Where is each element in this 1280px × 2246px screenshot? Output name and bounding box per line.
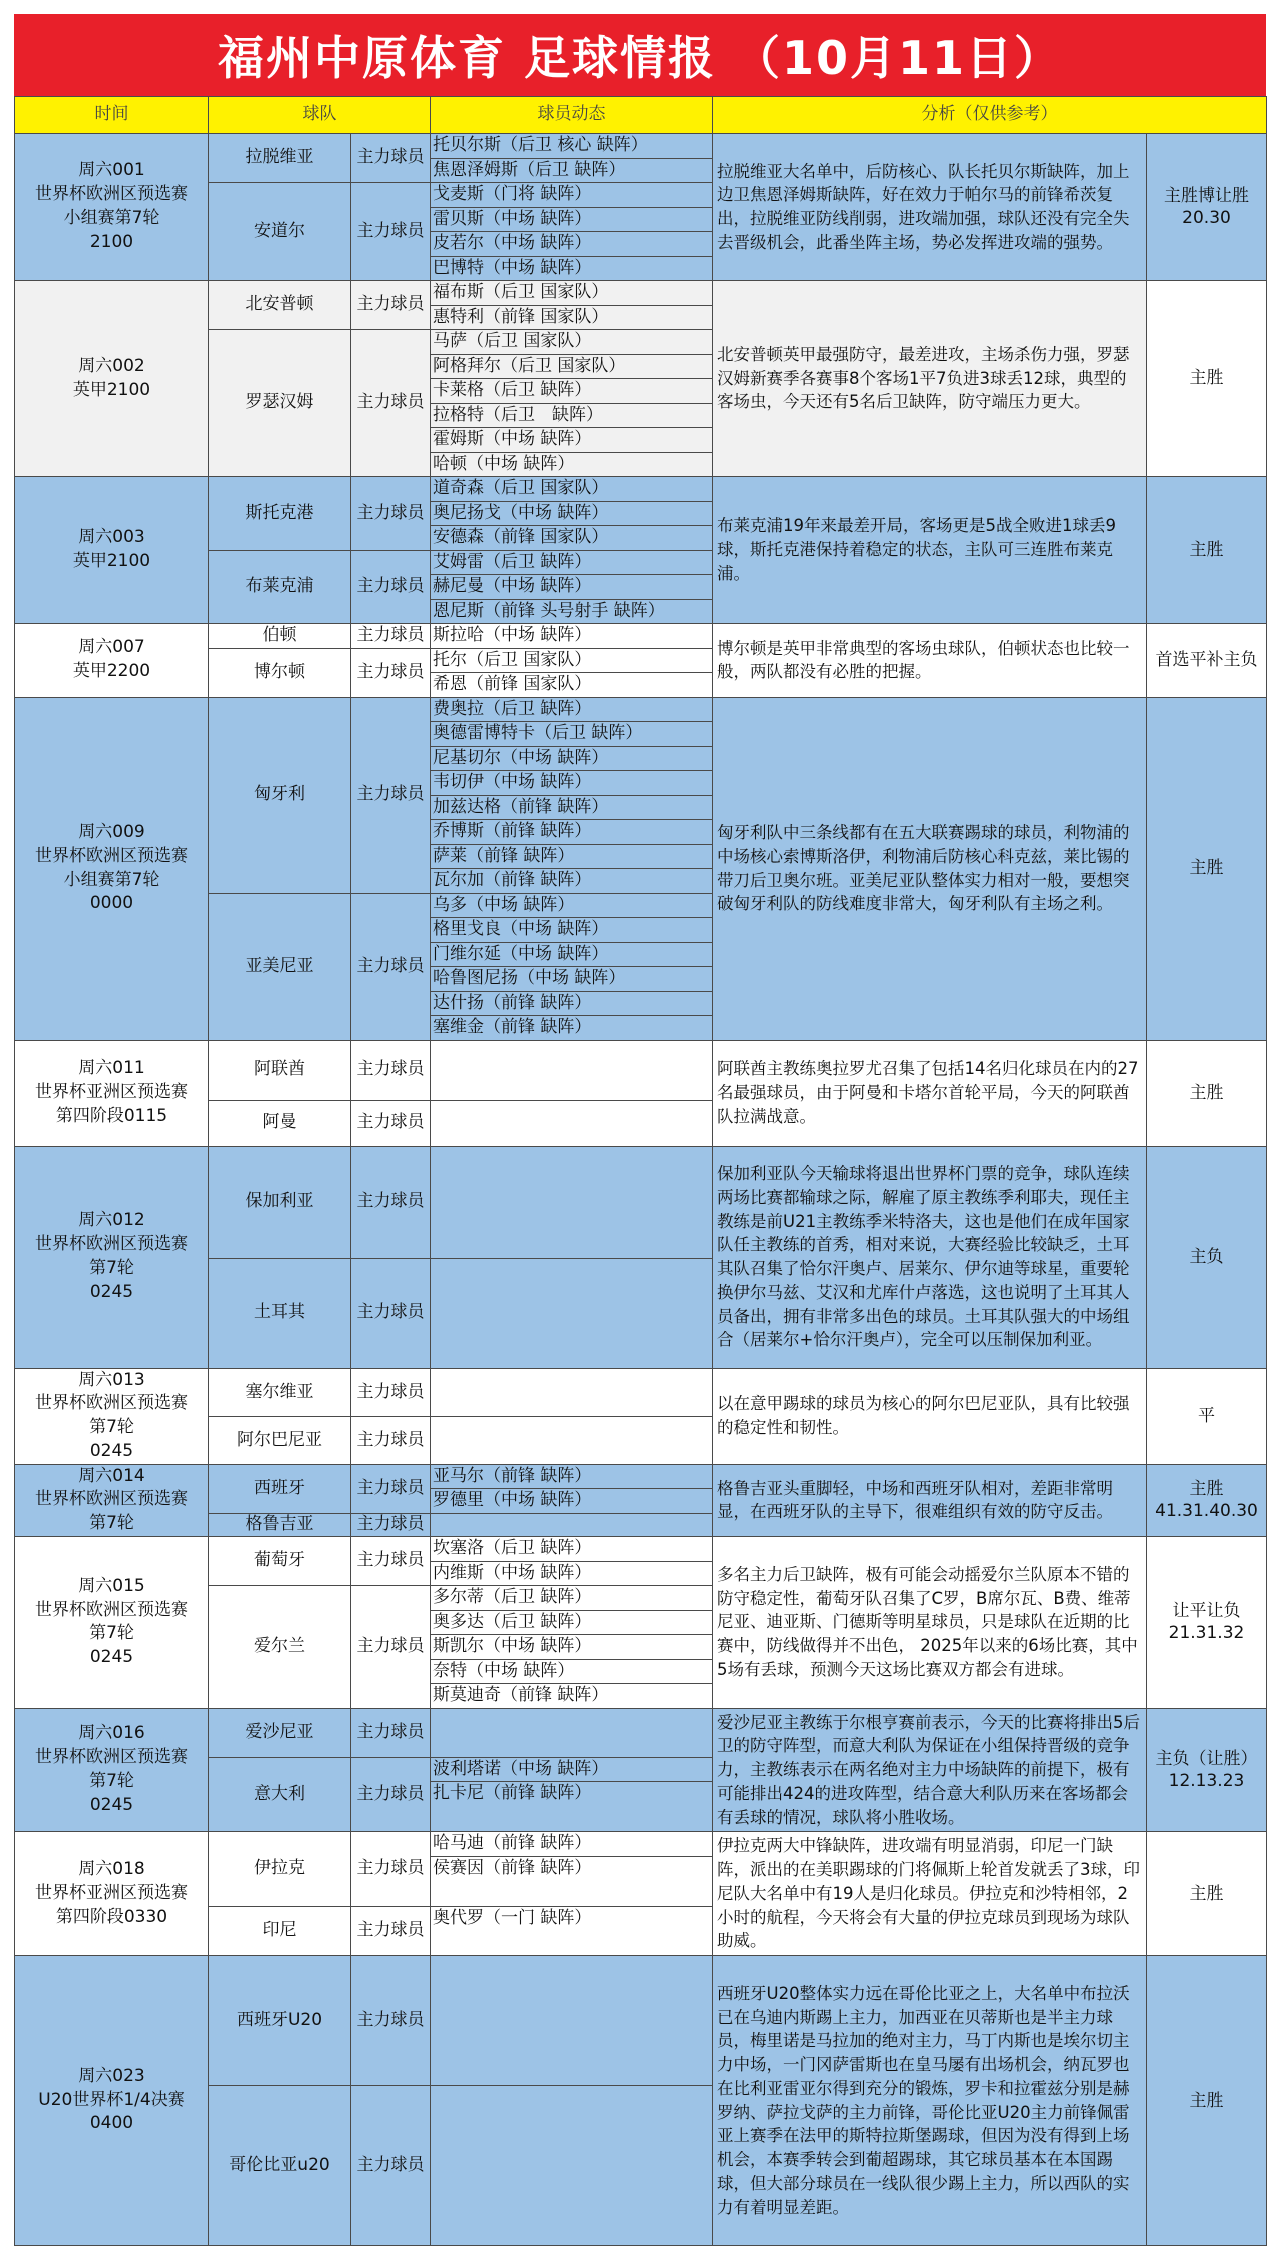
player-item: 加兹达格（前锋 缺阵） (431, 796, 712, 821)
match-analysis: 博尔顿是英甲非常典型的客场虫球队，伯顿状态也比较一般，两队都没有必胜的把握。 (713, 624, 1147, 698)
match-time-line: 世界杯欧洲区预选赛 (35, 1747, 188, 1768)
player-list (431, 1100, 713, 1146)
player-item: 阿格拜尔（后卫 国家队） (431, 355, 712, 380)
player-item: 乌多（中场 缺阵） (431, 894, 712, 919)
player-item: 奥代罗（一门 缺阵） (433, 1907, 592, 1928)
player-item: 扎卡尼（前锋 缺阵） (433, 1783, 592, 1804)
match-time (15, 477, 209, 624)
team-name: 印尼 (209, 1906, 351, 1956)
match-time-line: 小组赛第7轮 (63, 869, 160, 890)
match-time-line: 世界杯亚洲区预选赛 (35, 1882, 188, 1903)
player-item: 奈特（中场 缺阵） (431, 1660, 712, 1685)
prediction-line: 主胜博让胜 (1164, 185, 1249, 206)
match-time-line: 英甲2200 (72, 661, 151, 682)
player-item: 托尔（后卫 国家队） (431, 649, 712, 674)
match-time-line: 小组赛第7轮 (63, 208, 160, 228)
player-list (431, 1146, 713, 1258)
team-name: 西班牙U20 (209, 1956, 351, 2086)
table-row (15, 1832, 1267, 1906)
prediction-line: 平 (1198, 1406, 1215, 1427)
prediction-line: 首选平补主负 (1155, 650, 1258, 671)
player-item: 奥尼扬戈（中场 缺阵） (431, 502, 712, 527)
player-item: 巴博特（中场 缺阵） (433, 257, 592, 278)
table-row (15, 697, 1267, 893)
player-list (431, 1708, 713, 1757)
match-time-line: 第7轮 (89, 1513, 134, 1534)
player-item: 斯凯尔（中场 缺阵） (431, 1635, 712, 1660)
player-item: 坎塞洛（后卫 缺阵） (431, 1537, 712, 1562)
player-item: 达什扬（前锋 缺阵） (431, 992, 712, 1017)
player-list (431, 1586, 713, 1709)
match-time-line: 0245 (89, 1281, 134, 1302)
team-role: 主力球员 (351, 1464, 431, 1513)
prediction-line: 21.31.32 (1168, 1623, 1245, 1644)
player-item: 门维尔延（中场 缺阵） (431, 943, 712, 968)
player-list (431, 1464, 713, 1513)
team-role: 主力球员 (351, 1368, 431, 1417)
player-list (431, 1417, 713, 1465)
team-role: 主力球员 (351, 1906, 431, 1956)
match-prediction (1147, 1368, 1267, 1464)
table-row (15, 1464, 1267, 1513)
match-prediction (1147, 1537, 1267, 1709)
team-name: 爱沙尼亚 (209, 1708, 351, 1757)
match-time (15, 1040, 209, 1146)
player-item: 多尔蒂（后卫 缺阵） (431, 1586, 712, 1611)
table-row (15, 1956, 1267, 2086)
team-role: 主力球员 (351, 1956, 431, 2086)
table-row (15, 1040, 1267, 1100)
team-name: 拉脱维亚 (209, 134, 351, 183)
match-prediction (1147, 477, 1267, 624)
match-time-line: 英甲2100 (72, 551, 151, 571)
player-list (431, 183, 713, 281)
match-time (15, 1708, 209, 1832)
team-name: 葡萄牙 (209, 1537, 351, 1586)
match-time-line: 世界杯欧洲区预选赛 (35, 1234, 188, 1255)
match-time (15, 1537, 209, 1709)
player-item: 托贝尔斯（后卫 核心 缺阵） (431, 134, 712, 159)
match-time-line: 第四阶段0115 (55, 1105, 168, 1126)
table-row (15, 477, 1267, 551)
player-item: 格里戈良（中场 缺阵） (431, 918, 712, 943)
team-name: 匈牙利 (209, 697, 351, 893)
player-item: 斯拉哈（中场 缺阵） (433, 625, 592, 645)
match-analysis: 匈牙利队中三条线都有在五大联赛踢球的球员，利物浦的中场核心索博斯洛伊，利物浦后防核心科克兹，莱比锡的带刀后卫奥尔班。亚美尼亚队整体实力相对一般，要想突破匈牙利队的防线难度非常大，匈牙利队有主场之利。 (713, 697, 1147, 1040)
player-list (431, 1906, 713, 1956)
player-item: 哈鲁图尼扬（中场 缺阵） (431, 967, 712, 992)
player-item: 艾姆雷（后卫 缺阵） (431, 551, 712, 576)
match-time-line: 周六009 (78, 821, 145, 842)
player-item: 罗德里（中场 缺阵） (433, 1490, 592, 1511)
player-item: 斯莫迪奇（前锋 缺阵） (433, 1685, 609, 1706)
team-role: 主力球员 (351, 550, 431, 624)
team-role: 主力球员 (351, 697, 431, 893)
table-row (15, 134, 1267, 183)
match-time-line: 0000 (89, 893, 134, 914)
match-time-line: 世界杯欧洲区预选赛 (35, 1599, 188, 1620)
player-item: 奥多达（后卫 缺阵） (431, 1611, 712, 1636)
match-time (15, 134, 209, 281)
player-item: 赫尼曼（中场 缺阵） (431, 575, 712, 600)
prediction-line: 12.13.23 (1168, 1770, 1245, 1791)
match-analysis: 格鲁吉亚头重脚轻，中场和西班牙队相对，差距非常明显，在西班牙队的主导下，很难组织有效的防守反击。 (713, 1464, 1147, 1536)
match-time-line: 第7轮 (89, 1417, 134, 1438)
match-time-line: 周六016 (78, 1723, 145, 1744)
player-list (431, 1956, 713, 2086)
match-time-line: 周六012 (78, 1210, 145, 1231)
player-item: 道奇森（后卫 国家队） (431, 477, 712, 502)
header-time: 时间 (15, 97, 209, 134)
match-analysis: 多名主力后卫缺阵，极有可能会动摇爱尔兰队原本不错的防守稳定性，葡萄牙队召集了C罗，B席尔瓦、B费、维蒂尼亚、迪亚斯、门德斯等明星球员，只是球队在近期的比赛中，防线做得并不出色， 2025年以来的6场比赛，其中5场有丢球，预测今天这场比赛双方都会有进球。 (713, 1537, 1147, 1709)
team-role: 主力球员 (351, 2086, 431, 2246)
player-item: 塞维金（前锋 缺阵） (433, 1017, 592, 1037)
team-role: 主力球员 (351, 1708, 431, 1757)
player-item: 马萨（后卫 国家队） (431, 330, 712, 355)
player-item: 瓦尔加（前锋 缺阵） (433, 870, 592, 890)
match-time-line: 周六002 (78, 355, 145, 376)
team-role: 主力球员 (351, 1040, 431, 1100)
match-prediction (1147, 697, 1267, 1040)
prediction-line: 主胜 (1189, 1883, 1224, 1904)
prediction-line: 主负（让胜） (1155, 1748, 1258, 1769)
match-time-line: 周六015 (78, 1575, 145, 1596)
match-time-line: 第7轮 (89, 1623, 134, 1644)
match-time-line: 周六013 (78, 1369, 145, 1390)
match-analysis: 阿联酋主教练奥拉罗尤召集了包括14名归化球员在内的27名最强球员，由于阿曼和卡塔尔首轮平局，今天的阿联酋队拉满战意。 (713, 1040, 1147, 1146)
team-role: 主力球员 (351, 1513, 431, 1536)
table-row (15, 1146, 1267, 1258)
player-list (431, 1368, 713, 1417)
team-name: 保加利亚 (209, 1146, 351, 1258)
header-players: 球员动态 (431, 97, 713, 134)
match-time-line: 周六014 (78, 1465, 145, 1486)
team-name: 阿曼 (209, 1100, 351, 1146)
match-time-line: U20世界杯1/4决赛 (38, 2089, 185, 2110)
match-analysis: 西班牙U20整体实力远在哥伦比亚之上，大名单中布拉沃已在乌迪内斯踢上主力，加西亚在贝蒂斯也是半主力球员，梅里诺是马拉加的绝对主力，马丁内斯也是埃尔切主力中场，一门冈萨雷斯也在皇马屡有出场机会，纳瓦罗也在比利亚雷亚尔得到充分的锻炼，罗卡和拉霍兹分别是赫罗纳、萨拉戈萨的主力前锋，哥伦比亚U20主力前锋佩雷亚上赛季在法甲的斯特拉斯堡踢球，但因为没有得到上场机会，本赛季转会到葡超踢球，其它球员基本在本国踢球，但大部分球员在一线队很少踢上主力，所以西队的实力有着明显差距。 (713, 1956, 1147, 2246)
prediction-line: 主胜 (1189, 858, 1224, 879)
player-item: 侯赛因（前锋 缺阵） (433, 1857, 592, 1878)
prediction-line: 主胜 (1189, 1479, 1224, 1500)
team-role: 主力球员 (351, 1757, 431, 1832)
player-item: 福布斯（后卫 国家队） (431, 281, 712, 306)
match-time (15, 1368, 209, 1464)
player-list (431, 1513, 713, 1536)
player-list (431, 550, 713, 624)
prediction-line: 主胜 (1189, 539, 1224, 560)
match-time (15, 1956, 209, 2246)
info-table (14, 96, 1267, 2246)
match-prediction (1147, 1708, 1267, 1832)
player-list (431, 1832, 713, 1906)
team-name: 阿尔巴尼亚 (209, 1417, 351, 1465)
team-name: 布莱克浦 (209, 550, 351, 624)
match-time-line: 第四阶段0330 (55, 1906, 168, 1927)
match-time (15, 1832, 209, 1956)
team-role: 主力球员 (351, 281, 431, 330)
team-name: 伊拉克 (209, 1832, 351, 1906)
table-row (15, 1537, 1267, 1586)
player-item: 费奥拉（后卫 缺阵） (431, 698, 712, 723)
team-role: 主力球员 (351, 893, 431, 1040)
team-role: 主力球员 (351, 1417, 431, 1465)
table-row (15, 1708, 1267, 1757)
team-name: 亚美尼亚 (209, 893, 351, 1040)
team-name: 土耳其 (209, 1258, 351, 1368)
prediction-line: 主胜 (1189, 368, 1224, 389)
team-name: 意大利 (209, 1757, 351, 1832)
match-time-line: 英甲2100 (72, 379, 151, 400)
match-time-line: 世界杯欧洲区预选赛 (35, 845, 188, 866)
prediction-line: 主胜 (1189, 2090, 1224, 2111)
match-time-line: 世界杯欧洲区预选赛 (35, 1489, 188, 1510)
match-analysis: 北安普顿英甲最强防守，最差进攻，主场杀伤力强，罗瑟汉姆新赛季各赛事8个客场1平7负进3球丢12球，典型的客场虫，今天还有5名后卫缺阵，防守端压力更大。 (713, 281, 1147, 477)
match-prediction (1147, 281, 1267, 477)
player-item: 奥德雷博特卡（后卫 缺阵） (431, 722, 712, 747)
match-time (15, 1464, 209, 1536)
player-item: 内维斯（中场 缺阵） (433, 1562, 592, 1583)
player-item: 拉格特（后卫 缺阵） (431, 404, 712, 429)
player-list (431, 330, 713, 477)
team-name: 阿联酋 (209, 1040, 351, 1100)
match-time-line: 周六007 (78, 637, 145, 658)
player-list (431, 2086, 713, 2246)
match-prediction (1147, 1146, 1267, 1368)
player-list (431, 1040, 713, 1100)
header-analysis: 分析（仅供参考） (713, 97, 1267, 134)
team-role: 主力球员 (351, 1146, 431, 1258)
player-item: 雷贝斯（中场 缺阵） (431, 208, 712, 233)
player-item: 希恩（前锋 国家队） (433, 674, 592, 694)
match-time-line: 周六018 (78, 1859, 145, 1879)
header-team: 球队 (209, 97, 431, 134)
player-list (431, 477, 713, 551)
player-list (431, 697, 713, 893)
match-analysis: 布莱克浦19年来最差开局，客场更是5战全败进1球丢9球，斯托克港保持着稳定的状态，主队可三连胜布莱克浦。 (713, 477, 1147, 624)
player-item: 恩尼斯（前锋 头号射手 缺阵） (433, 600, 665, 621)
player-item: 焦恩泽姆斯（后卫 缺阵） (433, 159, 626, 180)
prediction-line: 20.30 (1182, 208, 1231, 228)
team-role: 主力球员 (351, 183, 431, 281)
match-prediction (1147, 1040, 1267, 1146)
team-name: 安道尔 (209, 183, 351, 281)
team-name: 塞尔维亚 (209, 1368, 351, 1417)
player-item: 霍姆斯（中场 缺阵） (431, 428, 712, 453)
match-time-line: 周六001 (78, 160, 145, 181)
team-name: 斯托克港 (209, 477, 351, 551)
match-time-line: 世界杯欧洲区预选赛 (35, 184, 188, 205)
player-item: 惠特利（前锋 国家队） (433, 306, 609, 327)
player-list (431, 281, 713, 330)
match-time (15, 1146, 209, 1368)
player-item: 亚马尔（前锋 缺阵） (431, 1465, 712, 1490)
player-item: 尼基切尔（中场 缺阵） (431, 747, 712, 772)
match-time (15, 624, 209, 698)
match-time-line: 2100 (89, 231, 134, 252)
match-time-line: 周六023 (78, 2065, 145, 2086)
team-role: 主力球员 (351, 1832, 431, 1906)
player-item: 萨莱（前锋 缺阵） (431, 845, 712, 870)
team-name: 西班牙 (209, 1464, 351, 1513)
prediction-line: 41.31.40.30 (1155, 1501, 1258, 1522)
match-time-line: 0245 (89, 1794, 134, 1815)
team-name: 伯顿 (209, 624, 351, 649)
team-name: 北安普顿 (209, 281, 351, 330)
team-role: 主力球员 (351, 1100, 431, 1146)
player-list (431, 624, 713, 649)
team-name: 爱尔兰 (209, 1586, 351, 1709)
player-item: 哈顿（中场 缺阵） (433, 453, 575, 474)
prediction-line: 主胜 (1189, 1082, 1224, 1103)
match-prediction (1147, 624, 1267, 698)
match-time-line: 周六003 (78, 527, 145, 548)
team-role: 主力球员 (351, 477, 431, 551)
match-analysis: 以在意甲踢球的球员为核心的阿尔巴尼亚队，具有比较强的稳定性和韧性。 (713, 1368, 1147, 1464)
player-item: 皮若尔（中场 缺阵） (431, 232, 712, 257)
player-item: 乔博斯（前锋 缺阵） (431, 820, 712, 845)
player-item: 戈麦斯（门将 缺阵） (431, 183, 712, 208)
player-item: 韦切伊（中场 缺阵） (431, 771, 712, 796)
player-item: 波利塔诺（中场 缺阵） (431, 1758, 712, 1783)
player-list (431, 1537, 713, 1586)
match-time-line: 0400 (89, 2113, 134, 2134)
team-role: 主力球员 (351, 134, 431, 183)
team-name: 博尔顿 (209, 648, 351, 697)
match-prediction (1147, 1832, 1267, 1956)
match-analysis: 保加利亚队今天输球将退出世界杯门票的竞争，球队连续两场比赛都输球之际，解雇了原主教练季利耶夫，现任主教练是前U21主教练季米特洛夫，这也是他们在成年国家队任主教练的首秀，相对来说，大赛经验比较缺乏，土耳其队召集了恰尔汗奥卢、居莱尔、伊尔迪等球星，重要轮换伊尔马兹、艾汉和尤库什卢落选，这也说明了土耳其人员备出，拥有非常多出色的球员。土耳其队强大的中场组合（居莱尔+恰尔汗奥卢），完全可以压制保加利亚。 (713, 1146, 1147, 1368)
match-time-line: 周六011 (78, 1058, 145, 1079)
prediction-line: 主负 (1189, 1246, 1224, 1267)
table-row (15, 624, 1267, 649)
player-list (431, 1757, 713, 1832)
player-list (431, 893, 713, 1040)
player-item: 卡莱格（后卫 缺阵） (431, 379, 712, 404)
team-role: 主力球员 (351, 648, 431, 697)
team-name: 罗瑟汉姆 (209, 330, 351, 477)
prediction-line: 让平让负 (1172, 1601, 1241, 1622)
team-role: 主力球员 (351, 1586, 431, 1709)
match-prediction (1147, 1464, 1267, 1536)
player-item: 安德森（前锋 国家队） (433, 527, 609, 547)
page-title: 福州中原体育 足球情报 （10月11日） (14, 14, 1266, 96)
match-time (15, 697, 209, 1040)
team-name: 格鲁吉亚 (209, 1513, 351, 1536)
match-analysis: 伊拉克两大中锋缺阵，进攻端有明显消弱，印尼一门缺阵，派出的在美职踢球的门将佩斯上轮首发就丢了3球，印尼队大名单中有19人是归化球员。伊拉克和沙特相邻，2小时的航程，今天将会有大量的伊拉克球员到现场为球队助威。 (713, 1832, 1147, 1956)
player-list (431, 648, 713, 697)
team-name: 哥伦比亚u20 (209, 2086, 351, 2246)
match-time-line: 第7轮 (89, 1770, 134, 1791)
match-time-line: 0245 (89, 1440, 134, 1461)
player-list (431, 1258, 713, 1368)
team-role: 主力球员 (351, 330, 431, 477)
match-time (15, 281, 209, 477)
match-analysis: 拉脱维亚大名单中，后防核心、队长托贝尔斯缺阵，加上边卫焦恩泽姆斯缺阵，好在效力于帕尔马的前锋希茨复出，拉脱维亚防线削弱，进攻端加强，球队还没有完全失去晋级机会，此番坐阵主场，势必发挥进攻端的强势。 (713, 134, 1147, 281)
match-time-line: 0245 (89, 1647, 134, 1668)
match-prediction (1147, 1956, 1267, 2246)
team-role: 主力球员 (351, 1537, 431, 1586)
table-row (15, 281, 1267, 330)
table-row (15, 1368, 1267, 1417)
match-time-line: 世界杯亚洲区预选赛 (35, 1082, 188, 1103)
team-role: 主力球员 (351, 624, 431, 649)
match-analysis: 爱沙尼亚主教练于尔根亨赛前表示，今天的比赛将排出5后卫的防守阵型，而意大利队为保证在小组保持晋级的竞争力，主教练表示在两名绝对主力中场缺阵的前提下，极有可能排出424的进攻阵型，结合意大利队历来在客场都会有丢球的情况，球队将小胜收场。 (713, 1708, 1147, 1832)
match-time-line: 世界杯欧洲区预选赛 (35, 1393, 188, 1414)
team-role: 主力球员 (351, 1258, 431, 1368)
player-list (431, 134, 713, 183)
match-prediction (1147, 134, 1267, 281)
player-item: 哈马迪（前锋 缺阵） (431, 1832, 712, 1857)
match-time-line: 第7轮 (89, 1258, 134, 1278)
